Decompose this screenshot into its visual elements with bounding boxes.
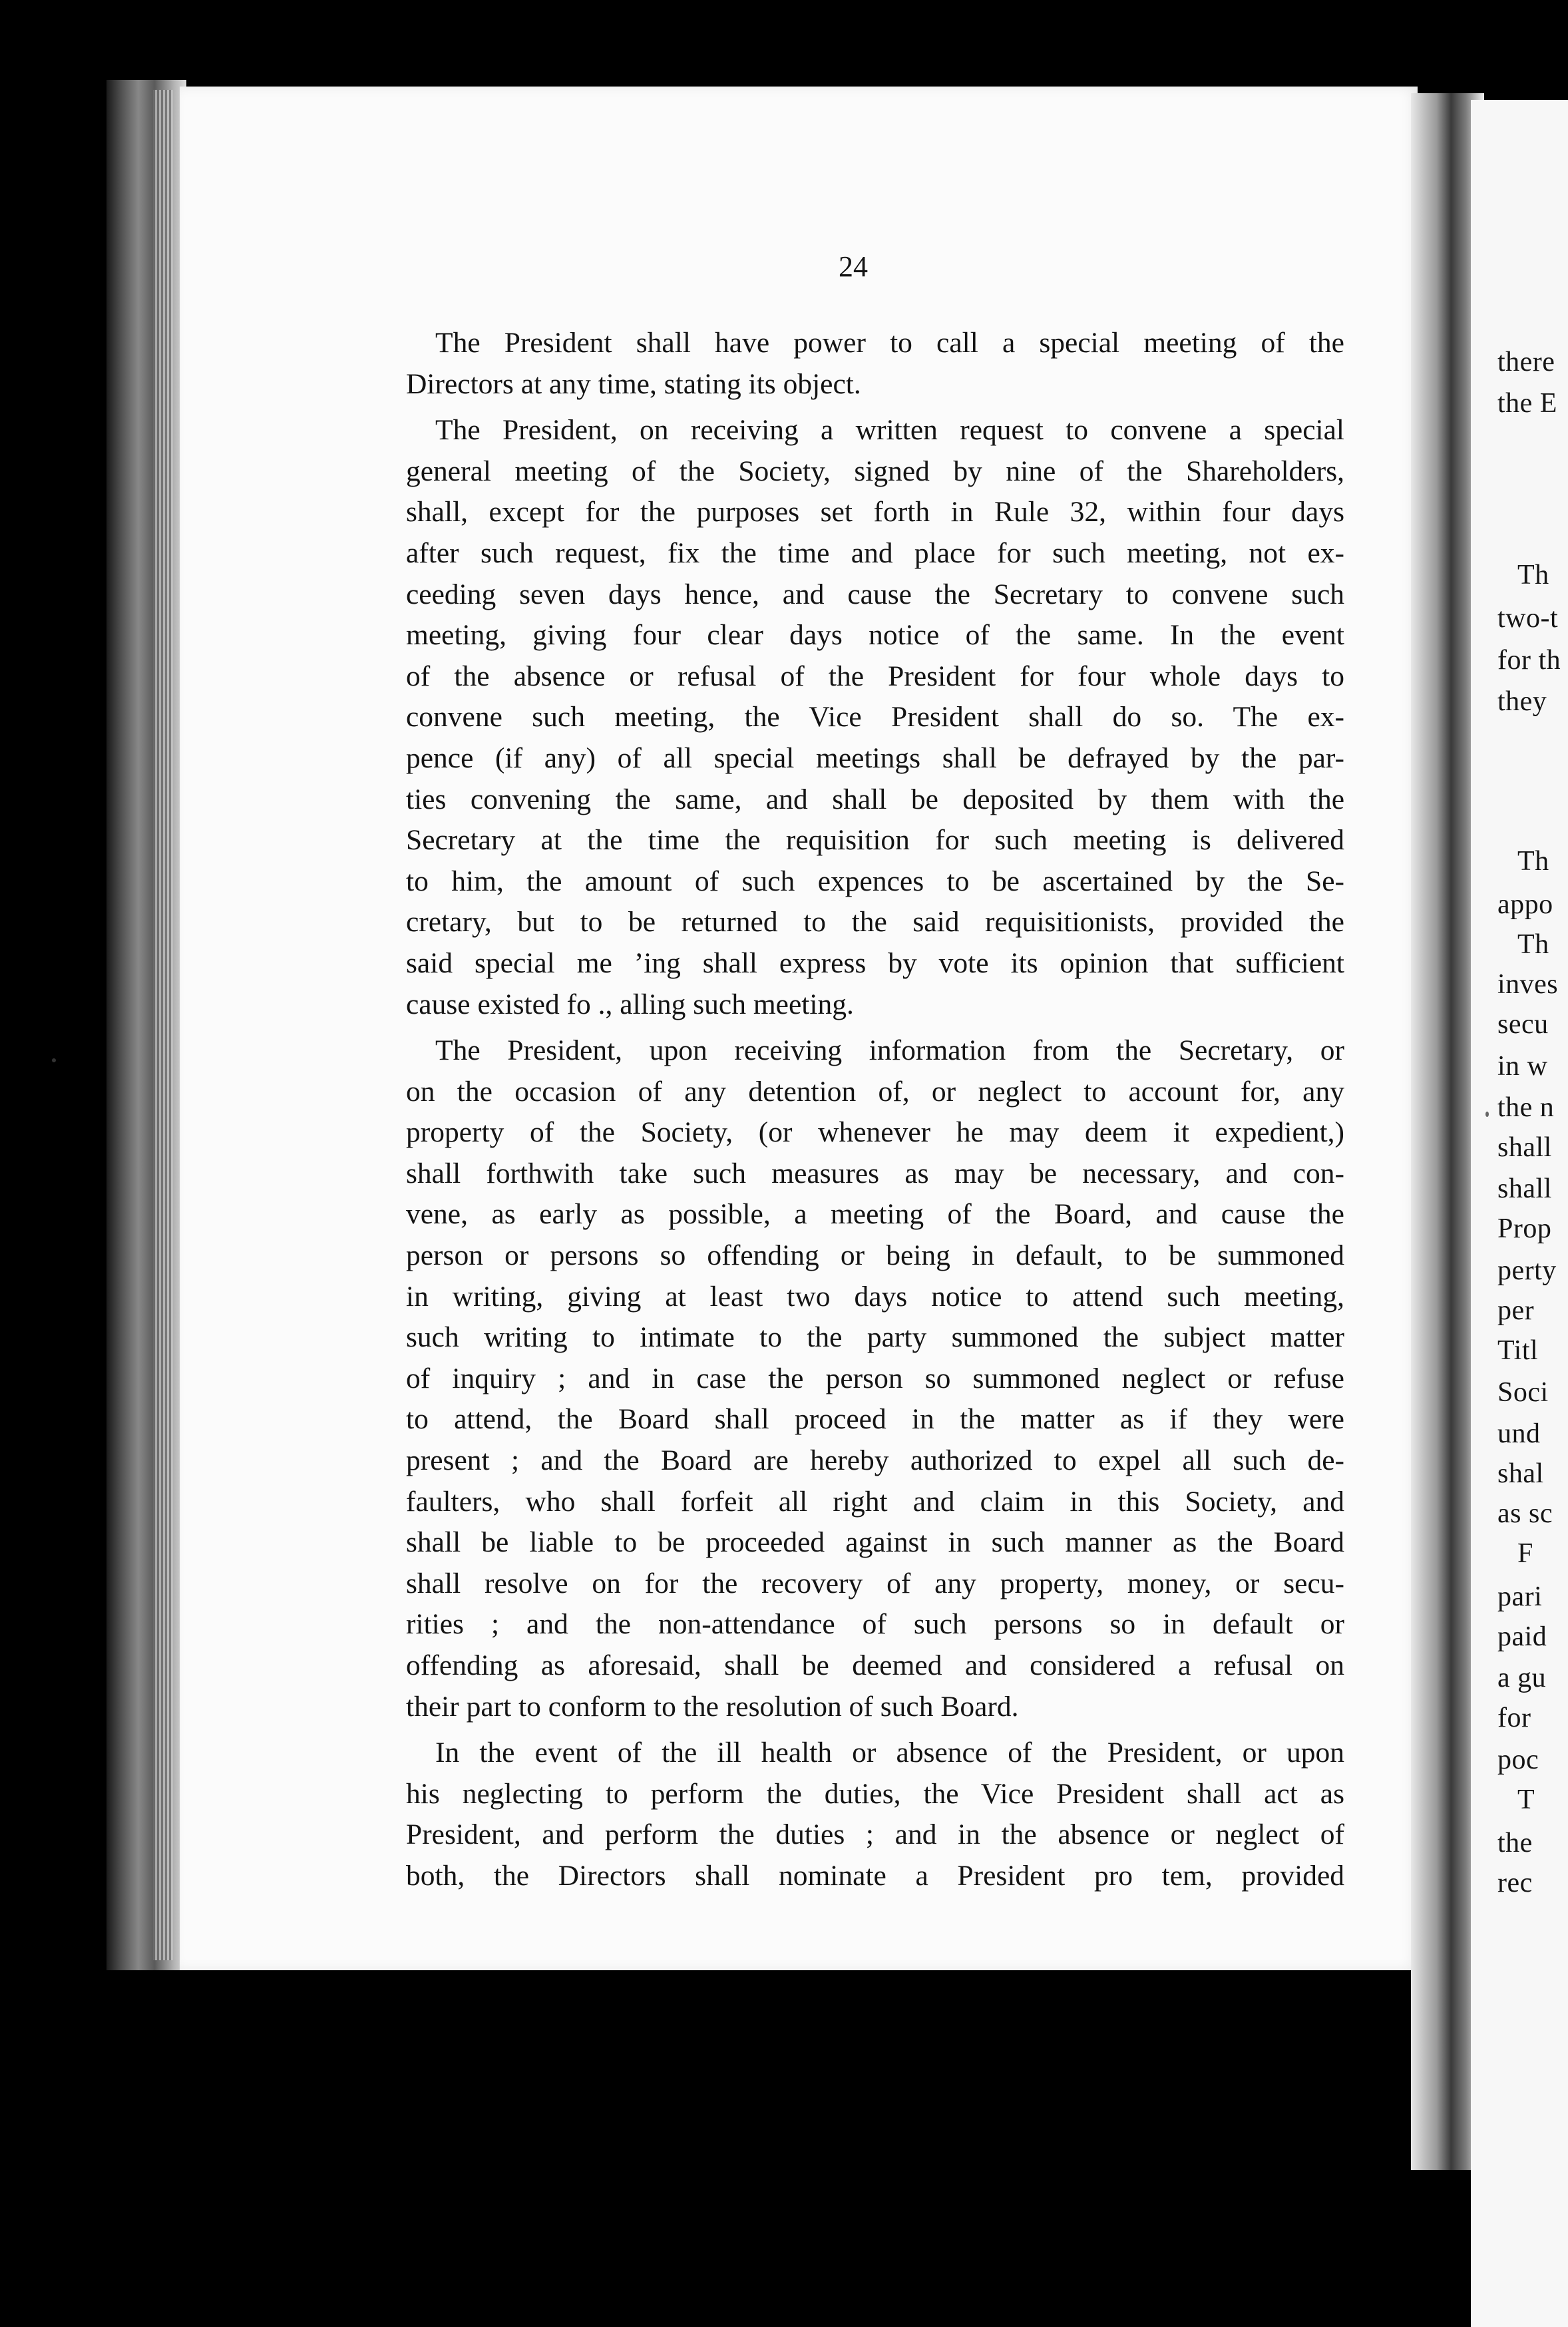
facing-page-fragment: there bbox=[1497, 347, 1555, 377]
text-line: his neglecting to perform the duties, the Vice President shall act as bbox=[406, 1777, 1344, 1810]
paragraph bbox=[406, 1733, 1344, 1896]
text-line: meeting, giving four clear days notice of the same. In the event bbox=[406, 619, 1344, 652]
text-line: property of the Society, (or whenever he may deem it expedient,) bbox=[406, 1116, 1344, 1149]
facing-page-fragment: they bbox=[1497, 686, 1547, 717]
facing-page-fragment: the bbox=[1497, 1828, 1533, 1858]
facing-page-fragment: Prop bbox=[1497, 1213, 1552, 1244]
book-spine bbox=[106, 80, 186, 1970]
text-line: cretary, but to be returned to the said requisitionists, provided the bbox=[406, 906, 1344, 939]
text-line: shall be liable to be proceeded against in such manner as the Board bbox=[406, 1526, 1344, 1559]
text-line: to him, the amount of such expences to be ascertained by the Se- bbox=[406, 865, 1344, 897]
facing-page-fragment: T bbox=[1517, 1785, 1535, 1815]
page-number: 24 bbox=[839, 250, 868, 283]
text-line: present ; and the Board are hereby authorized to expel all such de- bbox=[406, 1444, 1344, 1477]
facing-page-fragment: F bbox=[1517, 1538, 1533, 1569]
text-line: general meeting of the Society, signed by nine of the Shareholders, bbox=[406, 455, 1344, 487]
facing-page-fragment: shall bbox=[1497, 1132, 1552, 1163]
facing-page-fragment: secu bbox=[1497, 1009, 1549, 1040]
facing-page-fragment: per bbox=[1497, 1295, 1535, 1326]
facing-page-fragment: und bbox=[1497, 1418, 1541, 1449]
facing-page-fragment: Th bbox=[1517, 929, 1549, 960]
facing-page-fragment: the E bbox=[1497, 388, 1557, 419]
text-line: person or persons so offending or being in default, to be summoned bbox=[406, 1239, 1344, 1272]
facing-page-fragment: appo bbox=[1497, 889, 1553, 920]
text-line: The President shall have power to call a special meeting of the bbox=[435, 327, 1344, 359]
text-line: President, and perform the duties ; and in the absence or neglect of bbox=[406, 1818, 1344, 1851]
facing-page-fragment: for bbox=[1497, 1703, 1531, 1733]
facing-page-fragment: Th bbox=[1517, 846, 1549, 877]
text-line: offending as aforesaid, shall be deemed and considered a refusal on bbox=[406, 1649, 1344, 1681]
facing-page-fragment: shal bbox=[1497, 1458, 1544, 1489]
text-line: ceeding seven days hence, and cause the Secretary to convene such bbox=[406, 578, 1344, 610]
text-line: on the occasion of any detention of, or neglect to account for, any bbox=[406, 1075, 1344, 1108]
scan-speck bbox=[1485, 1112, 1489, 1117]
text-line: such writing to intimate to the party summoned the subject matter bbox=[406, 1321, 1344, 1354]
facing-page-fragment: pari bbox=[1497, 1582, 1543, 1612]
facing-page-fragment: the n bbox=[1497, 1092, 1555, 1123]
facing-page-fragment: Th bbox=[1517, 560, 1549, 590]
text-line: shall resolve on for the recovery of any property, money, or secu- bbox=[406, 1567, 1344, 1599]
facing-page-fragment: poc bbox=[1497, 1745, 1539, 1775]
body-text bbox=[406, 323, 1344, 1897]
text-line: faulters, who shall forfeit all right and claim in this Society, and bbox=[406, 1485, 1344, 1518]
paragraph bbox=[406, 410, 1344, 1025]
facing-page-fragment: for th bbox=[1497, 645, 1561, 676]
facing-page-fragment: as sc bbox=[1497, 1498, 1553, 1529]
text-line: vene, as early as possible, a meeting of the Board, and cause the bbox=[406, 1198, 1344, 1231]
paragraph-gap bbox=[406, 1727, 1344, 1733]
text-line: The President, on receiving a written request to convene a special bbox=[435, 414, 1344, 447]
text-line: convene such meeting, the Vice President shall do so. The ex- bbox=[406, 701, 1344, 734]
text-line: ties convening the same, and shall be deposited by them with the bbox=[406, 783, 1344, 815]
text-line: said special me ’ing shall express by vote its opinion that sufficient bbox=[406, 947, 1344, 979]
facing-page-fragment: inves bbox=[1497, 969, 1559, 1000]
paragraph bbox=[406, 1030, 1344, 1727]
text-line: after such request, fix the time and place for such meeting, not ex- bbox=[406, 536, 1344, 569]
paragraph bbox=[406, 323, 1344, 405]
facing-page-fragment: shall bbox=[1497, 1173, 1552, 1204]
facing-page-fragment: Titl bbox=[1497, 1335, 1539, 1366]
text-line: to attend, the Board shall proceed in the matter as if they were bbox=[406, 1403, 1344, 1436]
facing-page-fragment: in w bbox=[1497, 1051, 1548, 1082]
facing-page-fragment: two-t bbox=[1497, 603, 1559, 634]
text-line: shall, except for the purposes set forth in Rule 32, within four days bbox=[406, 496, 1344, 529]
facing-page-fragment: perty bbox=[1497, 1255, 1557, 1286]
facing-page-fragment: paid bbox=[1497, 1621, 1547, 1652]
text-line: in writing, giving at least two days notice to attend such meeting, bbox=[406, 1280, 1344, 1313]
scan-speck bbox=[52, 1058, 56, 1062]
facing-page bbox=[1471, 100, 1568, 2327]
facing-page-fragment: rec bbox=[1497, 1868, 1533, 1898]
facing-page-fragment: Soci bbox=[1497, 1377, 1549, 1408]
text-line: both, the Directors shall nominate a President pro tem, provided bbox=[406, 1859, 1344, 1892]
text-line: Secretary at the time the requisition for such meeting is delivered bbox=[406, 824, 1344, 857]
text-line: cause existed fo ., alling such meeting. bbox=[406, 988, 854, 1020]
text-line: of inquiry ; and in case the person so summoned neglect or refuse bbox=[406, 1362, 1344, 1394]
text-line: pence (if any) of all special meetings shall be defrayed by the par- bbox=[406, 741, 1344, 774]
text-line: of the absence or refusal of the President for four whole days to bbox=[406, 660, 1344, 692]
paragraph-gap bbox=[406, 1025, 1344, 1030]
facing-page-fragment: a gu bbox=[1497, 1663, 1547, 1693]
text-line: their part to conform to the resolution of such Board. bbox=[406, 1690, 1019, 1723]
paragraph-gap bbox=[406, 405, 1344, 410]
text-line: The President, upon receiving information from the Secretary, or bbox=[435, 1034, 1344, 1067]
page-edges bbox=[153, 90, 173, 1960]
text-line: In the event of the ill health or absence of the President, or upon bbox=[435, 1737, 1344, 1769]
text-line: shall forthwith take such measures as may be necessary, and con- bbox=[406, 1157, 1344, 1189]
text-line: rities ; and the non-attendance of such persons so in default or bbox=[406, 1608, 1344, 1641]
text-line: Directors at any time, stating its object. bbox=[406, 367, 861, 400]
